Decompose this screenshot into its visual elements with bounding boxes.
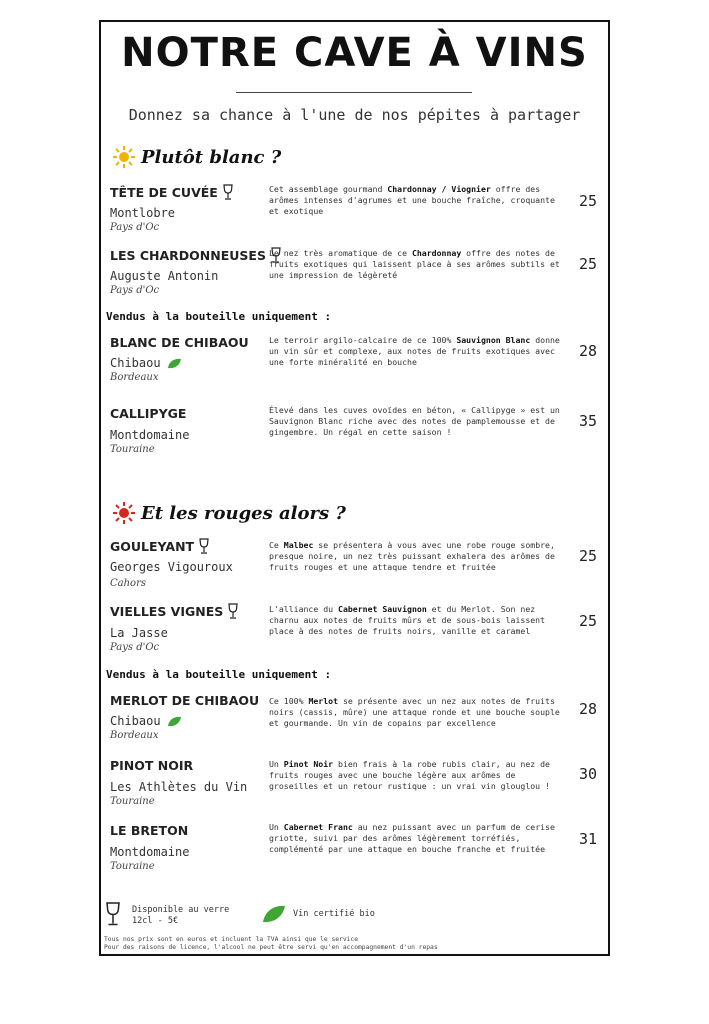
- wine-description: Ce Malbec se présentera à vous avec une robe rouge sombre, presque noire, un nez très puissant exhalera des arômes de fruits rouges et une attaque tendre et fruitée: [269, 540, 555, 572]
- wine-glass-icon: [198, 538, 210, 554]
- wine-producer: Les Athlètes du Vin: [110, 780, 248, 794]
- wine-name: VIELLES VIGNES: [110, 603, 239, 619]
- wine-name: GOULEYANT: [110, 538, 210, 554]
- wine-price: 31: [578, 830, 598, 848]
- wine-price: 35: [578, 412, 598, 430]
- section-red-title: Et les rouges alors ?: [141, 502, 346, 524]
- wine-name: MERLOT DE CHIBAOU: [110, 693, 260, 708]
- wine-price: 25: [578, 547, 598, 565]
- wine-description: Le terroir argilo-calcaire de ce 100% Sauvignon Blanc donne un vin sûr et complexe, aux notes de fruits exotiques avec une forte minéralité en bouche: [269, 335, 560, 367]
- wine-price: 28: [578, 700, 598, 718]
- wine-description: Cet assemblage gourmand Chardonnay / Viognier offre des arômes intenses d'agrumes et une bouche fraîche, croquante et exotique: [269, 184, 555, 216]
- wine-description: Ce 100% Merlot se présente avec un nez aux notes de fruits noirs (cassis, mûre) une attaque ronde et une bouche souple et gourmande. Un vin de copains par excellence: [269, 696, 560, 728]
- wine-region: Cahors: [110, 578, 146, 589]
- wine-region: Pays d'Oc: [110, 642, 160, 653]
- wine-description: Le nez très aromatique de ce Chardonnay offre des notes de fruits exotiques qui laissent place à ses arômes subtils et une impression de légèreté: [269, 248, 560, 280]
- organic-leaf-icon: [262, 905, 286, 923]
- sun-icon: [113, 146, 135, 168]
- wine-name: LE BRETON: [110, 823, 189, 838]
- legend-bio-text: Vin certifié bio: [293, 909, 375, 919]
- red-sun-icon: [113, 502, 135, 524]
- wine-producer: Auguste Antonin: [110, 269, 219, 283]
- legend-glass-text: Disponible au verre 12cl - 5€: [132, 905, 230, 926]
- wine-region: Touraine: [110, 861, 155, 872]
- wine-price: 25: [578, 255, 598, 273]
- page-title: NOTRE CAVE À VINS: [121, 30, 588, 76]
- subtitle: Donnez sa chance à l'une de nos pépites à partager: [128, 106, 581, 124]
- wine-producer: Georges Vigouroux: [110, 560, 233, 574]
- wine-price: 25: [578, 612, 598, 630]
- wine-description: Un Cabernet Franc au nez puissant avec un parfum de cerise griotte, suivi par des arômes légèrement torréfiés, complémenté par une attaque en bouche franche et fruitée: [269, 822, 555, 854]
- wine-description: Un Pinot Noir bien frais à la robe rubis clair, au nez de fruits rouges avec une bouche légère aux arômes de groseilles et un retour rustique : un vrai vin glouglou !: [269, 759, 550, 791]
- wine-producer: Chibaou: [110, 714, 182, 728]
- footer-price-note: Tous nos prix sont en euros et incluent la TVA ainsi que le service: [104, 936, 359, 943]
- wine-producer: La Jasse: [110, 626, 168, 640]
- wine-glass-icon: [105, 902, 121, 926]
- footer-licence-note: Pour des raisons de licence, l'alcool ne peut être servi qu'en accompagnement d'un repas: [104, 944, 438, 951]
- wine-description: Élevé dans les cuves ovoïdes en béton, « Callipyge » est un Sauvignon Blanc riche avec des notes de pamplemousse et de gingembre. Un régal en cette saison !: [269, 405, 560, 437]
- wine-region: Touraine: [110, 796, 155, 807]
- wine-glass-icon: [222, 184, 234, 200]
- section-white-heading: [113, 146, 281, 168]
- organic-leaf-icon: [167, 716, 182, 727]
- wine-region: Pays d'Oc: [110, 222, 160, 233]
- wine-name: LES CHARDONNEUSES: [110, 247, 282, 263]
- wine-region: Touraine: [110, 444, 155, 455]
- wine-name: TÊTE DE CUVÉE: [110, 184, 234, 200]
- section-white-title: Plutôt blanc ?: [141, 146, 282, 168]
- wine-name: BLANC DE CHIBAOU: [110, 335, 249, 350]
- wine-name: PINOT NOIR: [110, 758, 194, 773]
- wine-producer: Montdomaine: [110, 428, 190, 442]
- organic-leaf-icon: [167, 358, 182, 369]
- wine-region: Bordeaux: [110, 372, 159, 383]
- wine-name: CALLIPYGE: [110, 406, 187, 421]
- section-red-heading: [113, 502, 346, 524]
- wine-region: Bordeaux: [110, 730, 159, 741]
- wine-price: 28: [578, 342, 598, 360]
- wine-price: 25: [578, 192, 598, 210]
- title-divider: [236, 92, 472, 93]
- wine-region: Pays d'Oc: [110, 285, 160, 296]
- wine-description: L'alliance du Cabernet Sauvignon et du Merlot. Son nez charnu aux notes de fruits mûrs et de sous-bois laissent place à des notes de fruits noirs, vanille et caramel: [269, 604, 546, 636]
- wine-producer: Montlobre: [110, 206, 176, 220]
- wine-producer: Chibaou: [110, 356, 182, 370]
- wine-price: 30: [578, 765, 598, 783]
- wine-producer: Montdomaine: [110, 845, 190, 859]
- wine-glass-icon: [227, 603, 239, 619]
- bottle-only-label: Vendus à la bouteille uniquement :: [106, 668, 332, 681]
- bottle-only-label: Vendus à la bouteille uniquement :: [106, 310, 332, 323]
